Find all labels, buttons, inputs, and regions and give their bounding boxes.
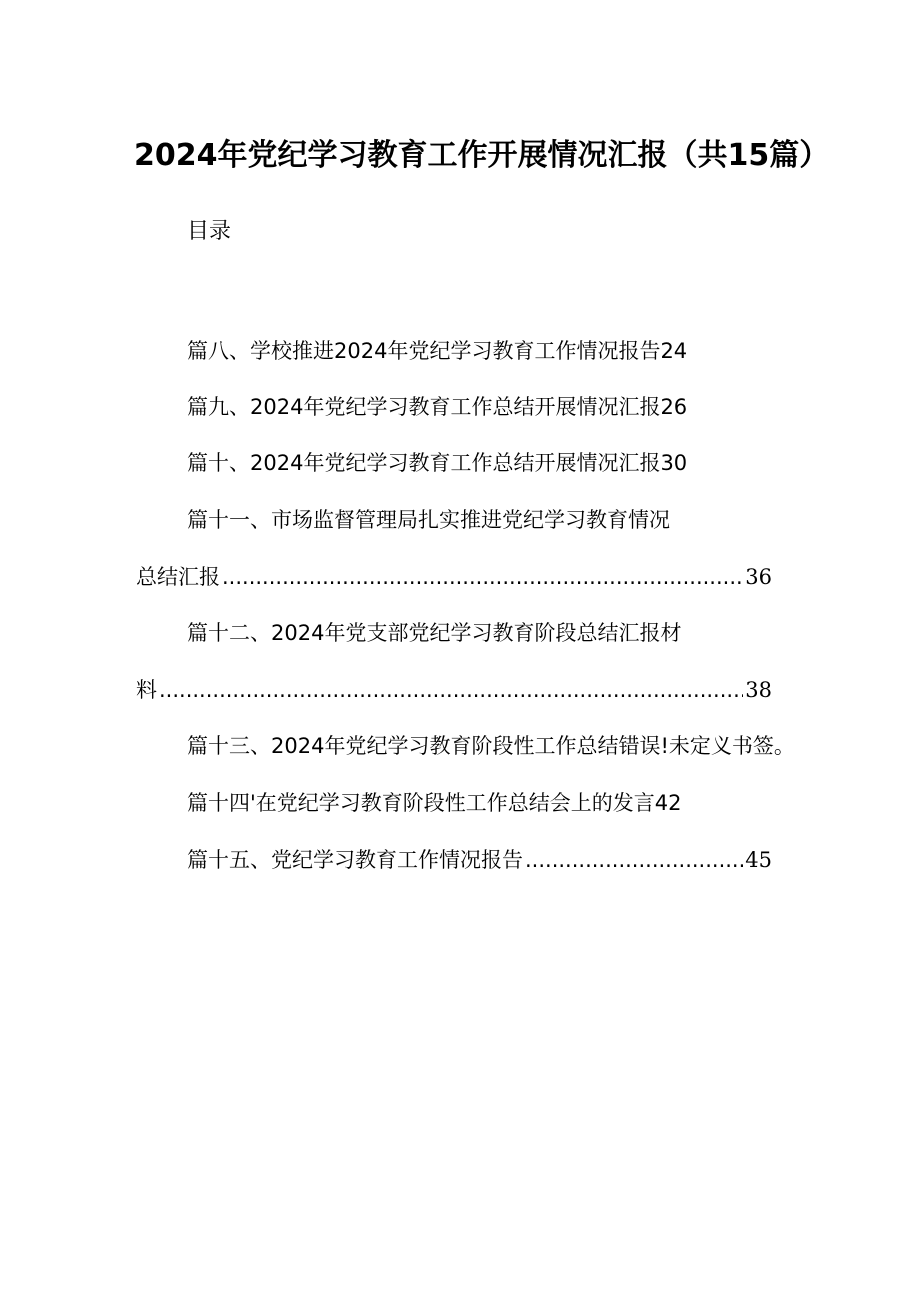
toc-entry[interactable]: 篇十一、市场监督管理局扎实推进党纪学习教育情况 — [187, 508, 670, 532]
toc-entry[interactable]: 篇十四'在党纪学习教育阶段性工作总结会上的发言42 — [187, 791, 682, 815]
toc-entry-continuation-text: 料 — [136, 678, 157, 702]
toc-heading: 目录 — [187, 219, 232, 244]
document-title: 2024年党纪学习教育工作开展情况汇报（共15篇） — [134, 138, 830, 173]
toc-page-number: 38 — [745, 678, 772, 702]
dot-leader — [525, 845, 743, 875]
dot-leader — [159, 675, 743, 705]
toc-entry-continuation[interactable] — [136, 562, 772, 592]
toc-entry[interactable]: 篇十二、2024年党支部党纪学习教育阶段总结汇报材 — [187, 621, 682, 645]
toc-entry-text: 篇十五、党纪学习教育工作情况报告 — [187, 848, 523, 872]
toc-entry[interactable]: 篇十、2024年党纪学习教育工作总结开展情况汇报30 — [187, 451, 688, 475]
toc-page-number: 45 — [745, 848, 772, 872]
toc-entry[interactable]: 篇八、学校推进2024年党纪学习教育工作情况报告24 — [187, 339, 688, 363]
toc-entry[interactable]: 篇十三、2024年党纪学习教育阶段性工作总结错误!未定义书签。 — [187, 734, 795, 758]
toc-page-number: 36 — [745, 565, 772, 589]
toc-entry-continuation[interactable] — [136, 675, 772, 705]
toc-entry-continuation-text: 总结汇报 — [136, 565, 220, 589]
toc-entry[interactable] — [187, 845, 772, 875]
toc-entry[interactable]: 篇九、2024年党纪学习教育工作总结开展情况汇报26 — [187, 395, 688, 419]
dot-leader — [222, 562, 743, 592]
